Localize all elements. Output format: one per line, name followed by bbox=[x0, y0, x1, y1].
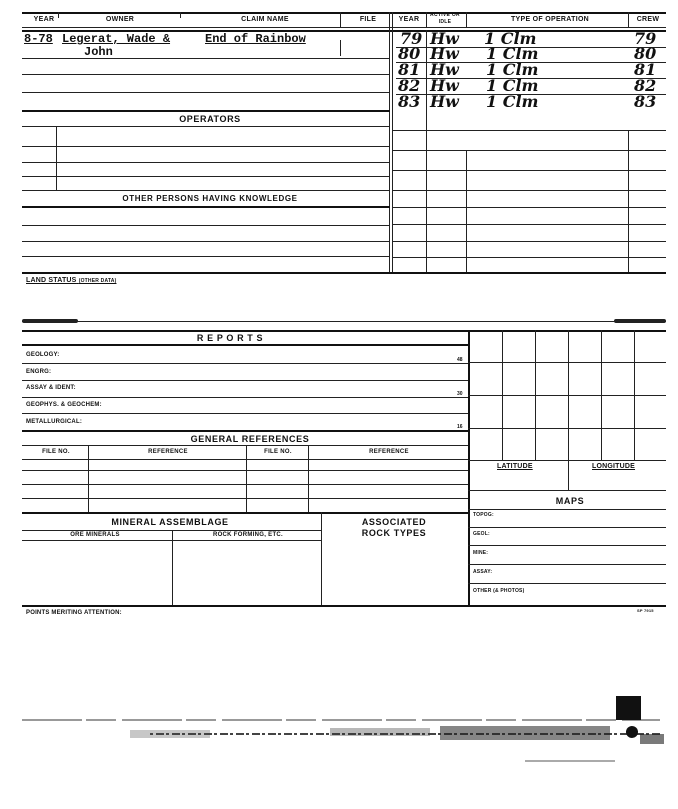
main-divider bbox=[389, 12, 390, 274]
op-crew: 79 bbox=[634, 29, 657, 48]
right-row-line bbox=[392, 241, 666, 242]
refs-col bbox=[88, 445, 89, 512]
hdr-sep bbox=[426, 12, 427, 28]
reports-row-line bbox=[22, 397, 468, 398]
col-active-idle: ACTIVE OR IDLE bbox=[430, 12, 460, 25]
right-row-line bbox=[392, 257, 666, 258]
op-type: 1 Clm bbox=[486, 76, 539, 95]
longitude-label: LONGITUDE bbox=[592, 463, 636, 470]
map-label-assay: ASSAY: bbox=[473, 569, 493, 575]
reports-rule bbox=[22, 344, 468, 346]
grid-row bbox=[468, 428, 666, 429]
maps-rule bbox=[468, 509, 666, 510]
scan-noise bbox=[330, 728, 430, 736]
operators-line bbox=[22, 190, 390, 191]
operators-line bbox=[22, 126, 390, 127]
report-num: 16 bbox=[457, 424, 463, 430]
grid-row bbox=[468, 395, 666, 396]
lower-top-rule bbox=[22, 321, 666, 322]
refs-file-no-2: FILE NO. bbox=[264, 449, 292, 455]
latlong-sep bbox=[568, 460, 569, 490]
owner-row-line bbox=[22, 110, 390, 112]
hdr-sep bbox=[180, 12, 181, 18]
other-persons-line bbox=[22, 256, 390, 257]
ore-minerals-header: ORE MINERALS bbox=[70, 532, 120, 538]
scan-noise bbox=[525, 760, 615, 762]
refs-reference-2: REFERENCE bbox=[369, 449, 409, 455]
refs-col bbox=[308, 445, 309, 512]
right-col-sep bbox=[426, 30, 427, 274]
land-status-note: (OTHER DATA) bbox=[78, 278, 117, 284]
col-type-of-operation: TYPE OF OPERATION bbox=[510, 16, 590, 23]
op-year: 81 bbox=[398, 60, 421, 79]
latitude-label: LATITUDE bbox=[497, 463, 533, 470]
record-date: 8-78 bbox=[24, 32, 53, 46]
right-row-line bbox=[392, 170, 666, 171]
maps-rule bbox=[468, 527, 666, 528]
right-row-line bbox=[392, 190, 666, 191]
report-label-geology: GEOLOGY: bbox=[26, 352, 60, 358]
col-year: YEAR bbox=[33, 16, 55, 23]
record-owner-2: John bbox=[84, 45, 113, 59]
record-claim: End of Rainbow bbox=[205, 32, 306, 46]
report-label-metallurgical: METALLURGICAL: bbox=[26, 419, 83, 425]
reports-bottom-rule bbox=[22, 430, 468, 432]
col-claim-name: CLAIM NAME bbox=[241, 16, 289, 23]
col-owner: OWNER bbox=[105, 16, 135, 23]
report-num: 30 bbox=[457, 391, 463, 397]
hdr-sep bbox=[628, 12, 629, 28]
op-year: 80 bbox=[398, 44, 421, 63]
owner-row-line bbox=[22, 58, 390, 59]
op-year: 79 bbox=[400, 29, 423, 48]
reports-row-line bbox=[22, 413, 468, 414]
operators-line bbox=[22, 176, 390, 177]
op-type: 1 Clm bbox=[484, 29, 537, 48]
refs-file-no: FILE NO. bbox=[42, 449, 70, 455]
mineral-col bbox=[321, 512, 322, 605]
report-label-geophys: GEOPHYS. & GEOCHEM: bbox=[26, 402, 102, 408]
op-status: Hw bbox=[430, 76, 459, 95]
right-row-line bbox=[392, 150, 666, 151]
refs-bottom-rule bbox=[22, 512, 468, 514]
op-status: Hw bbox=[430, 44, 459, 63]
top-rule bbox=[22, 12, 666, 14]
maps-rule bbox=[468, 564, 666, 565]
op-year: 82 bbox=[398, 76, 421, 95]
grid-row bbox=[468, 362, 666, 363]
operators-col bbox=[56, 126, 57, 190]
reports-title: R E P O R T S bbox=[196, 333, 264, 343]
owner-row-line bbox=[22, 74, 390, 75]
right-row-line bbox=[392, 130, 666, 131]
other-persons-line bbox=[22, 241, 390, 242]
hdr-sep bbox=[466, 12, 467, 28]
scan-noise bbox=[130, 730, 210, 738]
grid-row bbox=[468, 460, 666, 461]
op-type: 1 Clm bbox=[486, 44, 539, 63]
reports-top-rule bbox=[22, 330, 666, 332]
scan-artifact bbox=[0, 690, 678, 780]
op-type: 1 Clm bbox=[486, 92, 539, 111]
record-owner: Legerat, Wade & bbox=[62, 32, 171, 46]
other-persons-line bbox=[22, 206, 390, 208]
associated-rock-types-1: ASSOCIATED bbox=[361, 517, 427, 527]
report-label-assay: ASSAY & IDENT: bbox=[26, 385, 76, 391]
op-type: 1 Clm bbox=[486, 60, 539, 79]
op-crew: 83 bbox=[634, 92, 657, 111]
scan-noise bbox=[440, 726, 610, 740]
right-row-line bbox=[392, 224, 666, 225]
reports-row-line bbox=[22, 380, 468, 381]
operators-line bbox=[22, 146, 390, 147]
hdr-sep bbox=[58, 12, 59, 18]
hdr-sep bbox=[340, 12, 341, 28]
operators-line bbox=[22, 162, 390, 163]
report-label-engrg: ENGRG: bbox=[26, 369, 52, 375]
mineral-assemblage-title: MINERAL ASSEMBLAGE bbox=[111, 517, 229, 527]
header-rule bbox=[22, 27, 666, 28]
op-crew: 82 bbox=[634, 76, 657, 95]
maps-rule bbox=[468, 583, 666, 584]
scan-noise bbox=[640, 734, 664, 744]
owner-row-line bbox=[22, 92, 390, 93]
reports-row-line bbox=[22, 363, 468, 364]
maps-title: MAPS bbox=[555, 496, 585, 506]
op-year: 83 bbox=[398, 92, 421, 111]
maps-rule bbox=[468, 545, 666, 546]
points-meriting-attention: POINTS MERITING ATTENTION: bbox=[26, 610, 122, 616]
op-crew: 81 bbox=[634, 60, 657, 79]
map-label-mine: MINE: bbox=[473, 550, 489, 556]
op-status: Hw bbox=[430, 92, 459, 111]
general-references-title: GENERAL REFERENCES bbox=[190, 434, 310, 444]
map-label-geol: GEOL: bbox=[473, 531, 490, 537]
col-crew: CREW bbox=[636, 16, 660, 23]
col-year-right: YEAR bbox=[398, 16, 420, 23]
right-col-sep bbox=[466, 150, 467, 274]
lower-bottom-rule bbox=[22, 605, 666, 607]
map-label-other: OTHER (& PHOTOS) bbox=[473, 588, 525, 594]
bottom-rule-top-block bbox=[22, 272, 666, 274]
report-num: 48 bbox=[457, 357, 463, 363]
op-status: Hw bbox=[430, 29, 459, 48]
col-file: FILE bbox=[359, 16, 377, 23]
land-status-label bbox=[26, 277, 116, 284]
scan-dot bbox=[626, 726, 638, 738]
operators-title: OPERATORS bbox=[179, 114, 241, 124]
refs-reference: REFERENCE bbox=[148, 449, 188, 455]
form-number: SP 7915 bbox=[637, 608, 654, 613]
associated-rock-types-2: ROCK TYPES bbox=[361, 528, 427, 538]
scan-block bbox=[616, 696, 641, 720]
other-persons-line bbox=[22, 225, 390, 226]
refs-col bbox=[246, 445, 247, 512]
op-status: Hw bbox=[430, 60, 459, 79]
main-divider-2 bbox=[392, 12, 393, 274]
other-persons-title: OTHER PERSONS HAVING KNOWLEDGE bbox=[122, 194, 298, 203]
mineral-col bbox=[172, 530, 173, 605]
right-col-sep bbox=[628, 130, 629, 274]
map-label-topog: TOPOG: bbox=[473, 512, 494, 518]
owner-col-line bbox=[340, 40, 341, 56]
op-crew: 80 bbox=[634, 44, 657, 63]
rock-forming-header: ROCK FORMING, ETC. bbox=[212, 532, 284, 538]
right-row-line bbox=[392, 207, 666, 208]
land-status-title: LAND STATUS bbox=[26, 277, 77, 284]
latlong-bottom bbox=[468, 490, 666, 491]
